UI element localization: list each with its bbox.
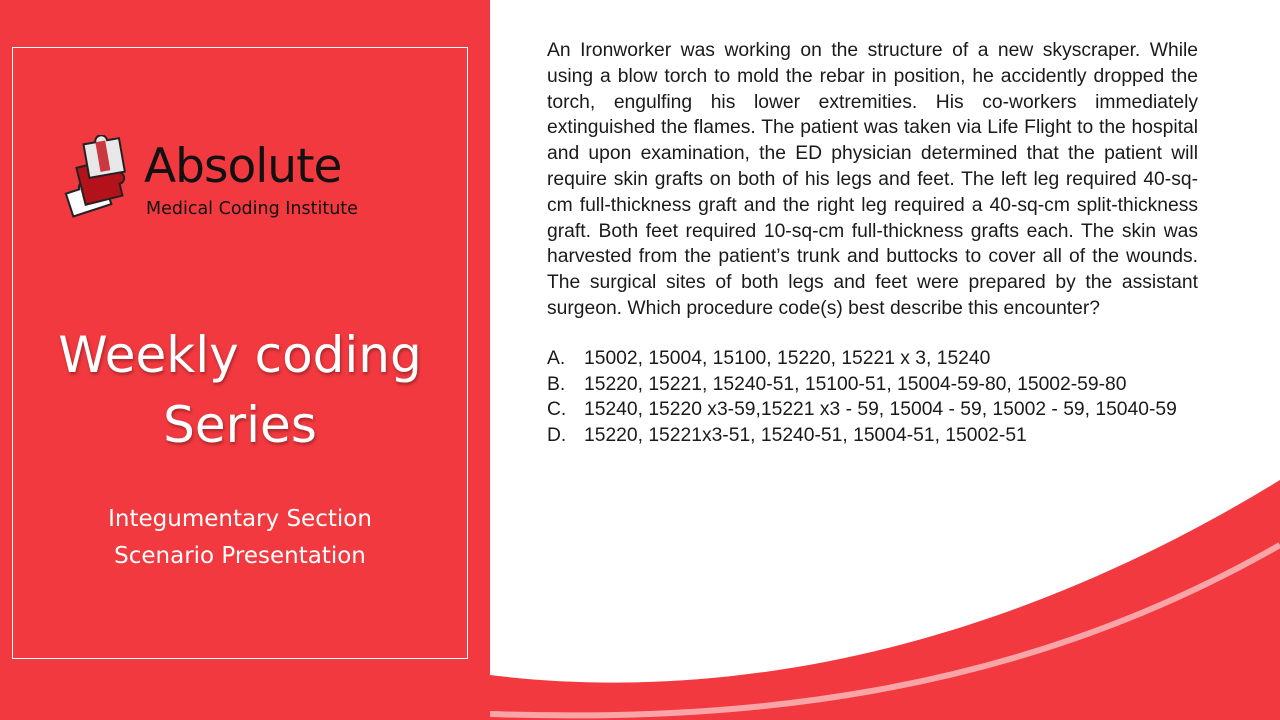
brand-name: Absolute: [144, 139, 342, 194]
option-text: 15240, 15220 x3-59,15221 x3 - 59, 15004 - 59, 15002 - 59, 15040-59: [584, 399, 1177, 421]
brand-tagline: Medical Coding Institute: [146, 199, 358, 219]
subtitle-line-2: Scenario Presentation: [114, 543, 366, 569]
option-b: [547, 372, 1198, 398]
option-letter: D.: [547, 425, 567, 447]
series-title-text: Weekly coding Series: [58, 326, 422, 454]
left-panel: [0, 0, 490, 720]
option-a: [547, 346, 1198, 372]
option-c: [547, 397, 1198, 423]
decorative-swoosh: [490, 450, 1280, 720]
series-subtitle: [12, 501, 468, 575]
subtitle-line-1: Integumentary Section: [108, 506, 372, 532]
brand-logo: [58, 135, 388, 230]
series-title: [12, 320, 468, 460]
option-letter: B.: [547, 373, 566, 395]
option-d: [547, 423, 1198, 449]
answer-options: [547, 346, 1198, 449]
option-letter: A.: [547, 347, 566, 369]
option-text: 15220, 15221x3-51, 15240-51, 15004-51, 15002-51: [584, 425, 1027, 447]
scenario-text: An Ironworker was working on the structure of a new skyscraper. While using a blow torch to mold the rebar in position, he accidently dropped the torch, engulfing his lower extremities. His co-workers immediately extinguished the flames. The patient was taken via Life Flight to the hospital and upon examination, the ED physician determined that the patient will require skin grafts on both of his legs and feet. The left leg required 40-sq-cm full-thickness graft and the right leg required a 40-sq-cm split-thickness graft. Both feet required 10-sq-cm full-thickness grafts each. The skin was harvested from the patient’s trunk and buttocks to cover all of the wounds. The surgical sites of both legs and feet were prepared by the assistant surgeon. Which procedure code(s) best describe this encounter?: [547, 40, 1198, 319]
puzzle-pieces-icon: [58, 135, 142, 219]
option-text: 15220, 15221, 15240-51, 15100-51, 15004-59-80, 15002-59-80: [584, 373, 1127, 395]
option-letter: C.: [547, 399, 567, 421]
question-content: [547, 38, 1198, 449]
option-text: 15002, 15004, 15100, 15220, 15221 x 3, 15240: [584, 347, 991, 369]
